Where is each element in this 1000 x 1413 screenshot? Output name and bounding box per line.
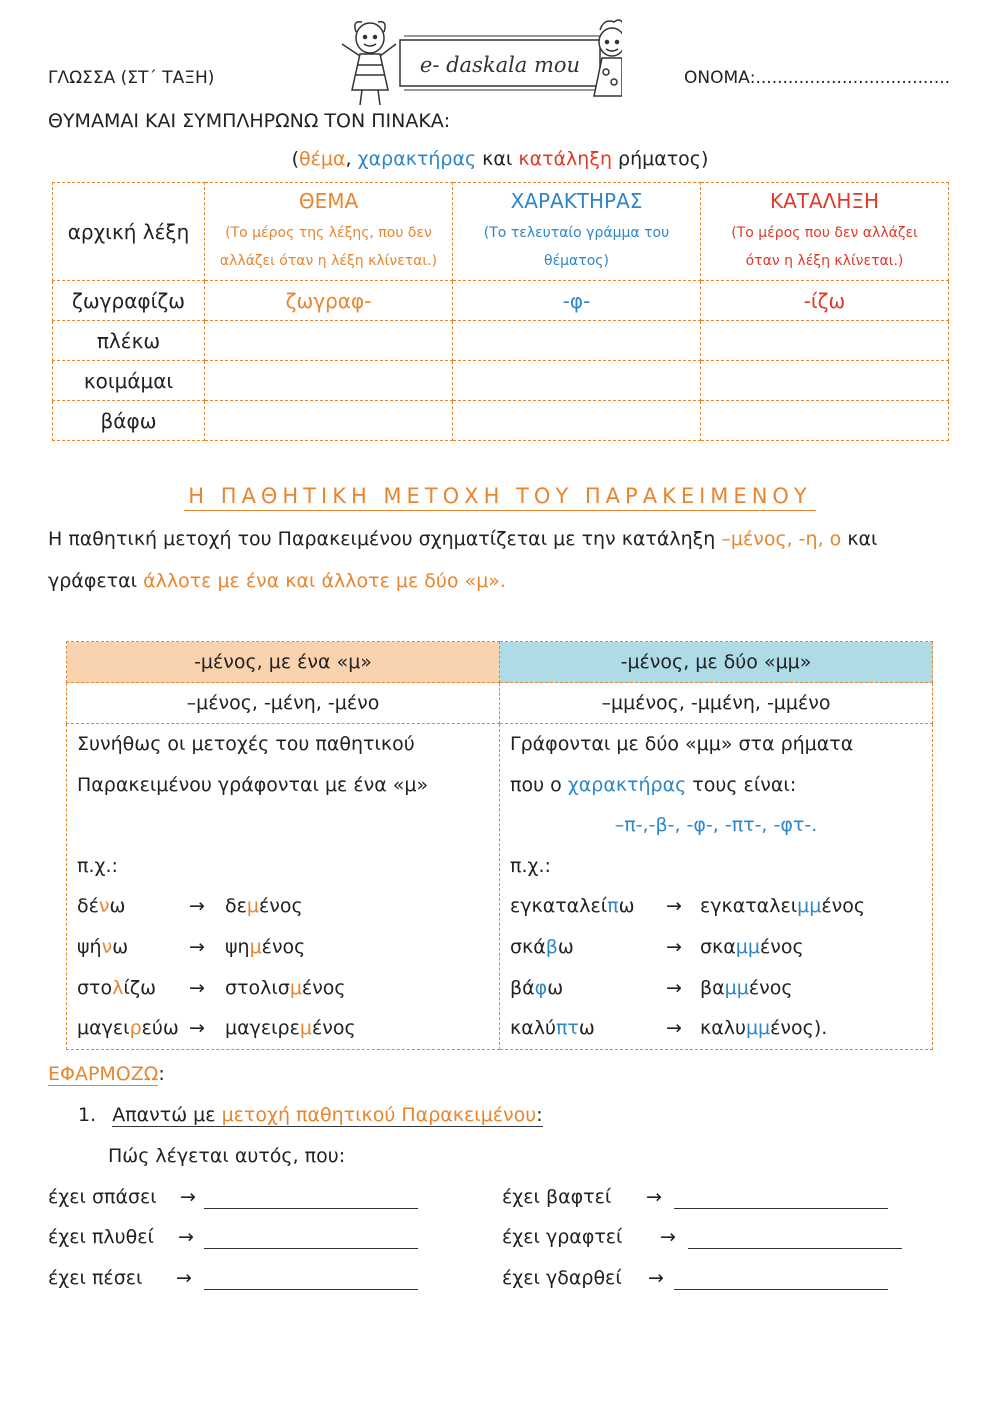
answer-line[interactable] bbox=[688, 1228, 902, 1249]
example-participle: καλυμμένος). bbox=[700, 1017, 828, 1040]
arrow-icon: → bbox=[666, 1017, 682, 1040]
arrow-icon: → bbox=[189, 1017, 205, 1040]
example-row bbox=[510, 886, 922, 927]
example-row bbox=[510, 1008, 922, 1049]
arrow-icon: → bbox=[178, 1226, 194, 1248]
arrow-icon: → bbox=[176, 1267, 192, 1289]
one-m-endings: –μένος, -μένη, -μένο bbox=[67, 683, 500, 724]
question-item: έχει σπάσει bbox=[48, 1186, 157, 1208]
example-participle: σκαμμένος bbox=[700, 935, 804, 958]
arrow-icon: → bbox=[646, 1186, 662, 1208]
example-participle: μαγειρεμένος bbox=[225, 1017, 356, 1040]
col-header-ending: ΚΑΤΑΛΗΞΗ (Το μέρος που δεν αλλάζει όταν η λέξη κλίνεται.) bbox=[701, 183, 949, 281]
question-item: έχει πέσει bbox=[48, 1267, 143, 1289]
participle-rules-table bbox=[66, 641, 933, 1050]
example-participle: εγκαταλειμμένος bbox=[700, 895, 866, 918]
subject-label: ΓΛΩΣΣΑ (ΣΤ΄ ΤΑΞΗ) bbox=[48, 68, 215, 88]
answer-line[interactable] bbox=[674, 1188, 888, 1209]
table-row bbox=[53, 401, 949, 441]
cell-word: ζωγραφίζω bbox=[53, 281, 205, 321]
two-m-body bbox=[500, 724, 933, 1050]
example-verb: βάφω bbox=[510, 976, 564, 999]
example-verb: στολίζω bbox=[77, 976, 157, 999]
rule-line-1: Η παθητική μετοχή του Παρακειμένου σχηματίζεται με την κατάληξη –μένος, -η, ο και bbox=[48, 528, 878, 550]
arrow-icon: → bbox=[189, 895, 205, 918]
two-m-characters: –π-,-β-, -φ-, -πτ-, -φτ-. bbox=[614, 814, 818, 837]
answer-line[interactable] bbox=[674, 1269, 888, 1290]
table-row bbox=[53, 321, 949, 361]
example-participle: βαμμένος bbox=[700, 976, 793, 999]
cell-ending: -ίζω bbox=[701, 281, 949, 321]
question-item: έχει πλυθεί bbox=[48, 1226, 154, 1248]
cell-word: βάφω bbox=[53, 401, 205, 441]
cell-thema-input[interactable] bbox=[205, 401, 453, 441]
two-m-endings: –μμένος, -μμένη, -μμένο bbox=[500, 683, 933, 724]
example-verb: σκάβω bbox=[510, 935, 574, 958]
name-field-label: ΟΝΟΜΑ:.................................... bbox=[684, 68, 951, 88]
arrow-icon: → bbox=[189, 935, 205, 958]
cell-ending-input[interactable] bbox=[701, 321, 949, 361]
col-header-char: ΧΑΡΑΚΤΗΡΑΣ (Το τελευταίο γράμμα του θέματος) bbox=[453, 183, 701, 281]
example-participle: στολισμένος bbox=[225, 976, 346, 999]
example-row bbox=[77, 886, 489, 927]
example-row bbox=[77, 1008, 489, 1049]
example-row bbox=[510, 927, 922, 968]
cell-word: πλέκω bbox=[53, 321, 205, 361]
col-header-thema: ΘΕΜΑ (Το μέρος της λέξης, που δεν αλλάζει όταν η λέξη κλίνεται.) bbox=[205, 183, 453, 281]
col-header-word: αρχική λέξη bbox=[53, 183, 205, 281]
cell-char-input[interactable] bbox=[453, 361, 701, 401]
answer-line[interactable] bbox=[204, 1188, 418, 1209]
cell-char-input[interactable] bbox=[453, 321, 701, 361]
rule-line-2: γράφεται άλλοτε με ένα και άλλοτε με δύο «μ». bbox=[48, 570, 506, 592]
example-row bbox=[77, 927, 489, 968]
table-row bbox=[53, 361, 949, 401]
cell-thema-input[interactable] bbox=[205, 321, 453, 361]
logo bbox=[322, 10, 622, 110]
section3-heading: ΕΦΑΡΜΟΖΩ: bbox=[48, 1063, 165, 1085]
arrow-icon: → bbox=[189, 976, 205, 999]
example-row bbox=[510, 968, 922, 1009]
question-item: έχει γραφτεί bbox=[502, 1226, 623, 1248]
example-participle: ψημένος bbox=[225, 935, 306, 958]
one-m-desc: Συνήθως οι μετοχές του παθητικού bbox=[77, 733, 415, 755]
example-row bbox=[77, 968, 489, 1009]
arrow-icon: → bbox=[180, 1186, 196, 1208]
example-participle: δεμένος bbox=[225, 895, 303, 918]
section2-heading: Η ΠΑΘΗΤΙΚΗ ΜΕΤΟΧΗ ΤΟΥ ΠΑΡΑΚΕΙΜΕΝΟΥ bbox=[0, 484, 1000, 508]
task-1: 1. Απαντώ με μετοχή παθητικού Παρακειμένου: bbox=[78, 1104, 543, 1126]
one-m-header: -μένος, με ένα «μ» bbox=[67, 642, 500, 683]
eg-label: π.χ.: bbox=[510, 854, 551, 877]
arrow-icon: → bbox=[660, 1226, 676, 1248]
section1-subtitle: (θέμα, χαρακτήρας και κατάληξη ρήματος) bbox=[291, 148, 709, 170]
one-m-desc: Παρακειμένου γράφονται με ένα «μ» bbox=[77, 773, 429, 796]
table-row bbox=[53, 281, 949, 321]
girls-logo-icon bbox=[322, 10, 622, 110]
example-verb: μαγειρεύω bbox=[77, 1017, 179, 1040]
example-verb: ψήνω bbox=[77, 935, 129, 958]
cell-char: -φ- bbox=[453, 281, 701, 321]
task-question: Πώς λέγεται αυτός, που: bbox=[108, 1145, 346, 1167]
cell-ending-input[interactable] bbox=[701, 401, 949, 441]
example-verb: καλύπτω bbox=[510, 1017, 595, 1040]
example-verb: εγκαταλείπω bbox=[510, 895, 635, 918]
example-verb: δένω bbox=[77, 895, 126, 918]
question-item: έχει γδαρθεί bbox=[502, 1267, 622, 1289]
arrow-icon: → bbox=[666, 935, 682, 958]
section1-title: ΘΥΜΑΜΑΙ ΚΑΙ ΣΥΜΠΛΗΡΩΝΩ ΤΟΝ ΠΙΝΑΚΑ: bbox=[48, 110, 451, 132]
cell-thema-input[interactable] bbox=[205, 361, 453, 401]
two-m-header: -μένος, με δύο «μμ» bbox=[500, 642, 933, 683]
arrow-icon: → bbox=[648, 1267, 664, 1289]
answer-line[interactable] bbox=[204, 1269, 418, 1290]
cell-char-input[interactable] bbox=[453, 401, 701, 441]
arrow-icon: → bbox=[666, 895, 682, 918]
two-m-desc: Γράφονται με δύο «μμ» στα ρήματα bbox=[510, 733, 854, 755]
eg-label: π.χ.: bbox=[77, 854, 118, 877]
answer-line[interactable] bbox=[204, 1228, 418, 1249]
question-item: έχει βαφτεί bbox=[502, 1186, 612, 1208]
cell-word: κοιμάμαι bbox=[53, 361, 205, 401]
two-m-desc: που ο χαρακτήρας τους είναι: bbox=[510, 773, 797, 796]
verb-analysis-table bbox=[52, 182, 949, 441]
cell-ending-input[interactable] bbox=[701, 361, 949, 401]
cell-thema: ζωγραφ- bbox=[205, 281, 453, 321]
logo-text: e- daskala mou bbox=[419, 53, 581, 77]
arrow-icon: → bbox=[666, 976, 682, 999]
one-m-body bbox=[67, 724, 500, 1050]
